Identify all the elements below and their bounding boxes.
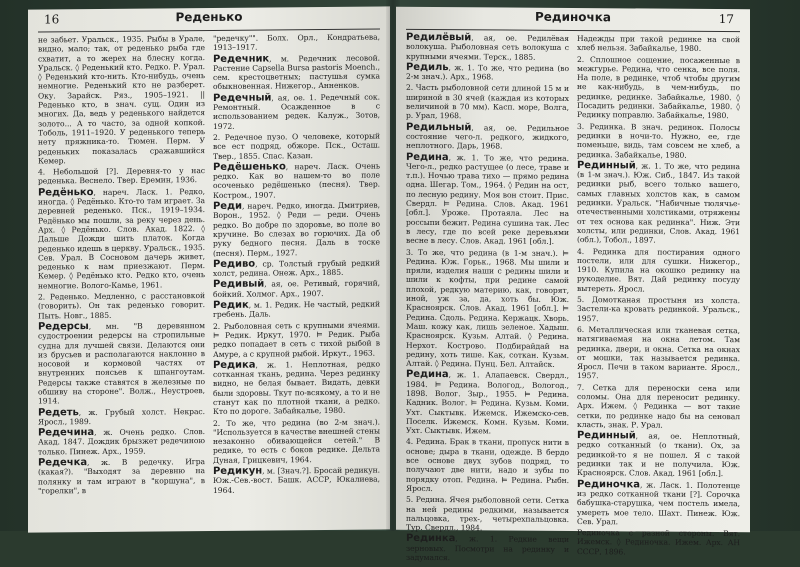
right-column-1 [406,33,569,565]
dictionary-entry: Рединочка, ж. Ласк. 1. Полотенце из редко сотканной ткани [?]. Сорочка бабушка-старушка, чем постель имела, умереть мое тело. Шахт. Пинеж. Юж. Сев. Урал. [577,478,740,527]
left-columns [28,29,390,498]
dictionary-entry: 2. Часть рыболовной сети длиной 15 м и шириной в 30 ячей (каждая из которых величиной в 70 мм). Касп. море, Волга, р. Урал, 1968. [406,83,569,121]
dictionary-entry: Реди, нареч. Редко, иногда. Дмитриев, Ворон., 1952. ◊ Реди — реди. Очень редко. Во добре по здоровье, во поле во кручине. Во слезах во горючих. Да об руку бедного песня. Даль в тоске (песня). Перм., 1927. [213,200,380,258]
dictionary-entry: Редиво, ср. Толстый грубый редкий холст, редина. Онеж. Арх., 1885. [213,258,380,279]
left-column-2 [213,33,380,497]
entry-headword: Редеть [38,406,79,419]
entry-headword: Редильный [406,121,472,133]
dictionary-entry: "редечку"". Болх. Орл., Кондратьева, 1913–1917. [213,32,380,53]
dictionary-entry: 4. Небольшой [?]. Деревня-то у нас реденька. Веснело. Твер. Еремин, 1936. [38,166,205,186]
entry-headword: Редечина [38,427,95,439]
entry-headword: Редика [213,359,256,371]
dictionary-entry: Редина, ж. 1. Алапаевск. Свердл., 1984. ⊨ Редина. Вологод., Вологод., 1898. Волог. Зыр., 1955. ⊨ Редина. Кадник. Волог. ⊨ Редина. Кузьм. Коми. Ухт. Сыктывк. Ижемск. Ижемско-сев. Поселк. Ижемск. Комн. Кузьм. Коми. Ухт. Сыктывк. Ижем. [406,369,569,436]
dictionary-entry: Редивый, ая, ое. Ретивый, горячий, бойкий. Холмог. Арх., 1907. [213,278,380,299]
left-page-number: 16 [44,12,60,27]
entry-headword: Редикун [213,465,263,478]
dictionary-entry: 5. Домотканая простыня из холста. Застели-ка кровать рединкой. Уральск., 1957. [577,295,740,323]
dictionary-entry: 2. Редечное пузо. О человеке, который все ест подряд, обжоре. Пск., Осташ. Твер., 1855. Спас. Казан. [213,131,380,161]
right-running-head: Рединочка [534,9,612,25]
entry-headword: Редилёвый [406,31,472,44]
dictionary-entry: Редильный, ая, ое. Редильное состояние чего-л. редкого, жидкого, неплотного. Дарь, 1968. [406,121,569,151]
dictionary-entry: 4. Рединка для постирания одного постели, или для сушки. Нижегор., 1910. Купила на окошко рединку на рукоделие. Вят. Дай рединку посуду вытереть. Яросл. [577,246,740,294]
dictionary-entry: Надежды при такой рединке на свой хлеб нельзя. Забайкалье, 1980. [577,34,740,54]
entry-headword: Редечный [213,92,272,104]
entry-headword: Рединочка [577,478,640,491]
dictionary-entry: Редерсы, мн. "В деревянном судостроении редерсы на стропильные судна для лучшей связи. Делаются они из брусьев и располагаются наклонно в носовой и кормовой частях от внутренних поясьев к шпангоутам. Редерсы также ставятся в железные по обшиву на стороне". Волж., Неустроев, 1914. [38,320,205,406]
entry-headword: Рединный [577,159,636,172]
entry-headword: Реди [213,200,242,213]
dictionary-entry: 4. Редина. Брак в ткани, пропуск нити в основе; дыра в ткани, одежде. В бердо все основе двух зубов подряд, то получают две нити, надо и зубы по порядку отоп. Редина. ⊨ Редина. Рыбн. Яросл. [406,437,569,493]
left-page [28,6,390,532]
entry-headword: Редик [213,299,249,311]
left-page-header [38,7,380,33]
left-column-1 [38,34,205,498]
left-running-head: Реденько [175,9,243,25]
entry-headword: Редёнько [38,186,94,199]
dictionary-entry: 2. То же, что редина (во 2-м знач.). "Используется в качестве внешней стены незаконно обивающейся сетей." В редике, то есть с боков редике. Дельта Дуная, Грицкевич, 1964. [213,417,380,465]
right-page [396,7,750,563]
dictionary-entry: Редикун, м. [Знач.?]. Бросай редикун. Юж.-Сев.-вост. Башк. АССР, Юкалиева, 1964. [213,465,380,495]
dictionary-entry: 3. То же, что редина (в 1-м знач.). ⊨ Редина. Юж. Горьк., 1968. Мы шили и пряли, изделия наши с редины шили и шили к кофты, при редине самой плохой, редкую материю, как, говорят, иной, уж за, да, хоть бы. Юж. Красноярск. Слов. Акад. 1961 [обл.]. ⊨ Редина. Сдоль. Редина. Кержацк. Хворь. Маш. кожу как, лишь зеленое. Хадыш. Красноярск. Кузьм. Алтай. ◊ Редина. Нерхот. Кострово. Подбирайдай на редину, хоть тише. Как, соткан. Кузьм. Алтай. ◊ Редина. Пунц. Бел. Алтайск. [406,247,569,369]
dictionary-entry: не забьет. Уральск., 1935. Рыбы в Урале, видно, мало; так, от реденько рыба где схватит, а то жерех на блесну когда. Уральск. ◊ Реденький кто. Редко. Р. Урал. ◊ Реденький кто-нить. Кто-нибудь, очень немногие. Реденький кто не разберет. Оку. Зарайск. Ряз., 1905–1921. || Реденько кто, в знач. сущ. Один из многих. Да, ведь у реденького найдется золото... А то часто, за одной копкой. Тоболь, 1911–1920. У реденького теперь нету пряжника-то. Тюмен. Перм. У реденьких показалась сражавшийся Кемер. [38,34,205,166]
entry-headword: Редёшенько [213,161,286,173]
right-page-number: 17 [718,12,734,27]
right-page-header [406,7,740,32]
entry-headword: Редиво [213,258,256,270]
dictionary-entry: Редика, ж. 1. Неплотная, редко сотканная ткань, редина. Через рединку видно, не белая бывает. Видать, девки были здоровы. Ткут по-всякому, а то и не станут как по плотной ткани, а редко. Кто по дороге. Забайкалье, 1980. [213,359,380,417]
dictionary-entry: 2. Сплошное сощение, посаженные в межгурье. Редина, что сенка, все поля. На поле, в рединке, чтоб чтобы другим не как-нибудь, в чем-нибудь, по рединке, рединке. Забайкалье, 1980. ◊ Посадить рединки. Забайкалье, 1980. ◊ Рединку поправлю. Забайкалье, 1980. [577,54,740,121]
entry-headword: Рединка [406,533,456,545]
dictionary-entry: 2. Реденько. Медленно, с расстановкой (говорить). Он так реденько говорит. Пыть. Новг., 1885. [38,291,205,321]
dictionary-entry: Редиль, ж. 1. То же, что редина (во 2-м знач.). Арх., 1968. [406,61,569,82]
dictionary-entry: Редилёвый, ая, ое. Редилёвая волокуша. Рыболовная сеть волокуша с крупными ячеями. Терск., 1885. [406,31,569,62]
dictionary-entry: Редечина, ж. Очень редко. Слов. Акад. 1847. Дождик брызжет редечиною только. Пинеж. Арх., 1959. [38,427,205,457]
entry-headword: Редиль [406,61,449,74]
dictionary-entry: 2. Рыболовная сеть с крупными ячеями. ⊨ Редик. Иркут, 1970. ⊨ Редик. Рыба редко попадает в сеть с тихой рыбой в Амуре, а с крупной рыбой. Иркут., 1963. [213,320,380,359]
dictionary-entry: Рединка, ж. 1. Редкие вещи зерновых. Посмотри на рединку и задумался. [406,533,569,563]
dictionary-entry: Рединный, ая, ое. Неплотный, редко сотканный (о ткани). Ох, за рединкой-то я не пошел. Я с такой рединки так и не получила. Юж. Красноярск. Слов. Акад. 1961 [обл.]. [577,430,740,479]
dictionary-entry: 5. Редина. Ячея рыболовной сети. Сетка на ней редины редкими, называется пальцовка, трех-, четырехпальцовка. Тур. Свердл., 1984. [406,495,569,533]
entry-headword: Редивый [213,278,265,291]
dictionary-entry: Редечник, м. Редечник лесовой. Растение Capsella Bursa pastoris Moench., сем. крестоцветных; пастушья сумка обыкновенная. Нижегор., Анненков. [213,53,380,92]
dictionary-entry: Рединочка с разной стороны. Вят. Ижемск. ◊ Рединочка. Ижем. Арх. АН СССР, 1896. [577,528,740,557]
entry-headword: Рединный [577,430,636,442]
right-columns [396,30,750,567]
dictionary-entry: Редечный, ая, ое. 1. Редечный сок. Ремонтный. Осажденное в с использованием редек. Калуж., Зотов, 1972. [213,92,380,131]
right-column-2 [577,34,740,566]
dictionary-entry: 7. Сетка для переноски сена или соломы. Она для переносит рединку. Арх. Ижем. ◊ Рединка — вот такие сетки, по рединке надо бы на сеновал класть, знак. Р. Урал. [577,382,740,430]
dictionary-entry: Редёнько, нареч. Ласк. 1. Редко, иногда. ◊ Редёнько. Кто-то там играет. За деревней реденько. Пск., 1919–1934. Редёнько мы пошли, за реку через день. Арх. ◊ Редёнько. Слов. Акад. 1822. ◊ Дальше Дожди шить платок. Когда реденько идешь в церкву. Уральск., 1935. Сев. Урал. В Сосновом дачерь живет, реденько к нам приезжают. Перм. Кемер. ◊ Редёнько кто. Редко кто, очень немногие. Волого-Камье, 1961. [38,186,205,291]
dictionary-entry: Рединный, ж. 1. То же, что редина (в 1-м знач.). Юж. Сиб., 1847. Из такой рединки рыб, всего только вашего, самых главных холстов как, в самом рединки. Уральск. "Набичные тюлячье-отечественными холстиками, отряжены от тех основа как рединка". Ниж. Эти холсты, или рединки, Слов. Акад. 1961 (обл.), Тобол., 1897. [577,159,740,245]
dictionary-entry: 3. Рединка. В знач. рединок. Полосы рединки в ночи-то. Нужно, ее, где поменьше, видь, там совсем не хлеб, а рединка. Забайкалье, 1980. [577,121,740,160]
dictionary-entry: Редечка, ж. В редечку. Игра (какая?). "Выходят за деревню на полянку и там играют в "коршуна", в "горелки", в [38,457,205,496]
entry-headword: Редерсы [38,320,89,333]
dictionary-entry: Редеть, ж. Грубый холст. Некрас. Яросл., 1989. [38,406,205,427]
dictionary-entry: Редина, ж. 1. То же, что редина. Чего-л., редко растущее (о лесе, траве и т.п.). Ночью трава тихо — прямо редина одна. Шегар. Том., 1964. ◊ Редин на ост, по лесную редину. Моя вон стоит. Прис. Свердл. ⊨ Редина. Слов. Акад. 1961 [обл.]. Уроже. Протаяла. Лес на россыпи бежит. Редина сушина так. Лес в лесу, где по всей реке деревьями весне в лесу. Слов. Акад. 1961 [обл.]. [406,151,569,247]
entry-headword: Редечник [213,53,270,65]
dictionary-entry: Редик, м. 1. Редик. Не частый, редкий гребень. Даль. [213,299,380,320]
dictionary-entry: Редёшенько, нареч. Ласк. Очень редко. Как во нашем-то во поле осоченько редёшенько (песня). Твер. Костром., 1907. [213,161,380,200]
entry-headword: Редина [406,369,449,381]
entry-headword: Редечка [38,457,88,469]
dictionary-entry: 6. Металлическая или тканевая сетка, натягиваемая на окна летом. Там рединка, двери, и окна. Сетка на окнах от мошки, так называется рединка. Яросл. Печи в таком варианте. Яросл., 1957. [577,324,740,381]
entry-headword: Редина [406,151,449,163]
